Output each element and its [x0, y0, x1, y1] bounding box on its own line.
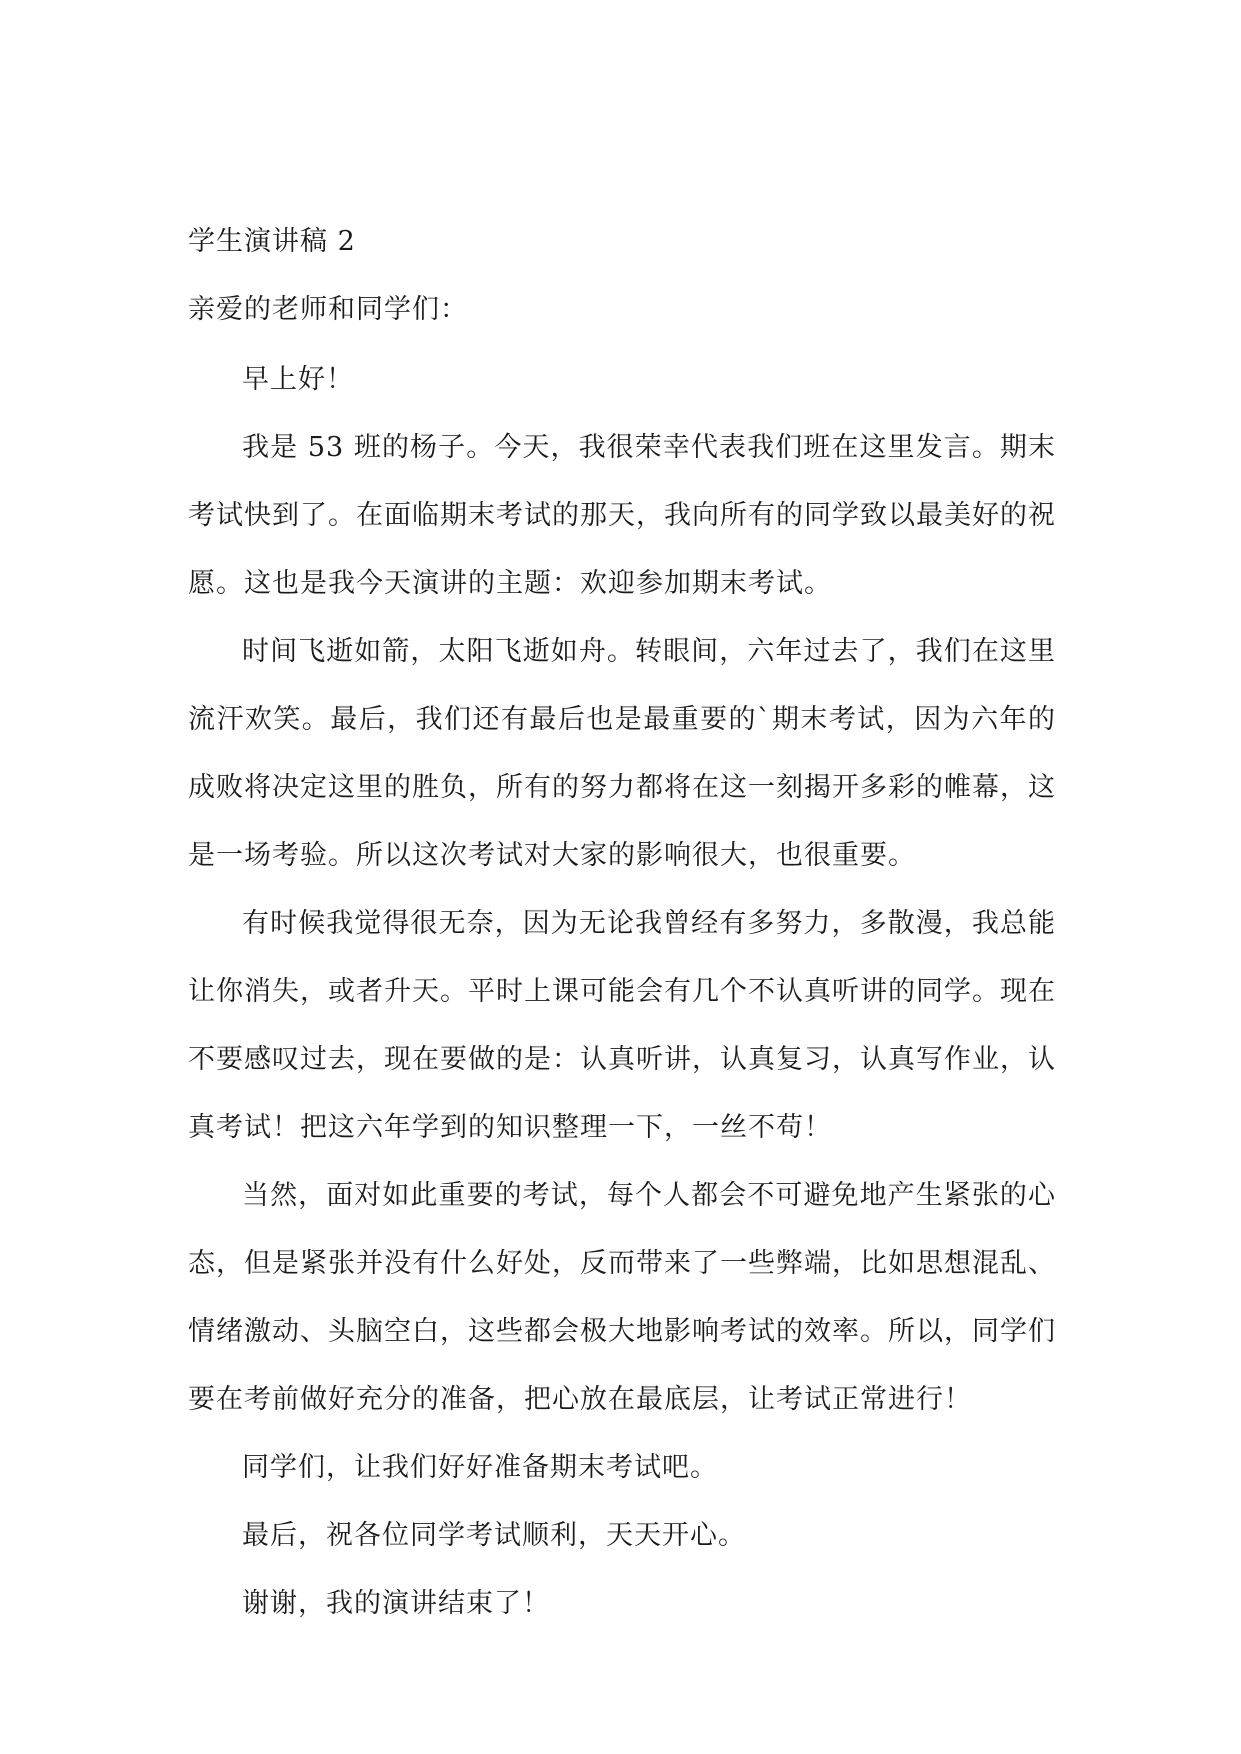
paragraph-wishes: 最后，祝各位同学考试顺利，天天开心。	[242, 1520, 746, 1551]
paragraph-introduction: 我是 53 班的杨子。今天，我很荣幸代表我们班在这里发言。期末考试快到了。在面临期末考试的那天，我向所有的同学致以最美好的祝愿。这也是我今天演讲的主题：欢迎参加期末考试。	[188, 432, 1056, 599]
salutation: 亲爱的老师和同学们：	[188, 294, 468, 325]
paragraph-nervousness: 当然，面对如此重要的考试，每个人都会不可避免地产生紧张的心态，但是紧张并没有什么好处，反而带来了一些弊端，比如思想混乱、情绪激动、头脑空白，这些都会极大地影响考试的效率。所以，同学们要在考前做好充分的准备，把心放在最底层，让考试正常进行！	[188, 1180, 1056, 1415]
document-body	[188, 222, 1056, 1638]
document-title: 学生演讲稿 2	[188, 226, 356, 257]
paragraph-good-morning: 早上好！	[242, 364, 354, 395]
paragraph-prepare: 同学们，让我们好好准备期末考试吧。	[242, 1452, 718, 1483]
paragraph-closing: 谢谢，我的演讲结束了！	[242, 1588, 550, 1619]
paragraph-study-seriously: 有时候我觉得很无奈，因为无论我曾经有多努力，多散漫，我总能让你消失，或者升天。平时上课可能会有几个不认真听讲的同学。现在不要感叹过去，现在要做的是：认真听讲，认真复习，认真写作业，认真考试！把这六年学到的知识整理一下，一丝不苟！	[188, 908, 1056, 1143]
paragraph-time-flies: 时间飞逝如箭，太阳飞逝如舟。转眼间，六年过去了，我们在这里流汗欢笑。最后，我们还有最后也是最重要的`期末考试，因为六年的成败将决定这里的胜负，所有的努力都将在这一刻揭开多彩的帷幕，这是一场考验。所以这次考试对大家的影响很大，也很重要。	[188, 636, 1056, 871]
